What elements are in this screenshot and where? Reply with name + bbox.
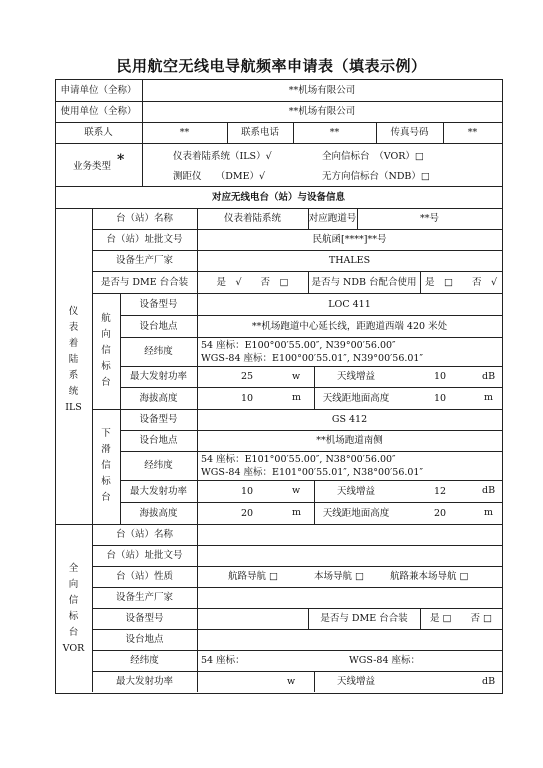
loc-height-label: 天线距地面高度 [322, 392, 390, 404]
vor-station-name-label: 台（站）名称 [115, 529, 173, 540]
vor-nature-label: 台（站）性质 [115, 571, 173, 582]
gs-alt-label: 海拔高度 [139, 507, 178, 519]
loc-alt: 10 [240, 392, 254, 404]
ils-manufacturer: THALES [328, 255, 371, 266]
gs-site: **机场跑道南侧 [316, 435, 383, 446]
vor-gain-label: 天线增益 [336, 676, 375, 687]
ils-dme-colo-label: 是否与 DME 台合装 [100, 276, 189, 288]
vor-power-unit: w [287, 676, 296, 687]
ils-station-name-label: 台（站）名称 [115, 213, 173, 224]
applicant-label: 申请单位（全称） [60, 84, 137, 96]
vor-manufacturer-label: 设备生产厂家 [115, 592, 173, 603]
contact-label: 联系人 [84, 127, 113, 138]
loc-site-label: 设台地点 [139, 320, 178, 332]
ils-dme-colo: 是 √ 否 □ [216, 276, 289, 288]
ils-ndb-colo: 是 □ 否 √ [424, 276, 498, 288]
gs-coord-54: 54 座标：E101°00′55.00″, N38°00′56.00″ [201, 454, 396, 465]
fax-label: 传真号码 [390, 127, 429, 138]
loc-alt-unit: m [292, 392, 302, 403]
user-label: 使用单位（全称） [60, 106, 137, 117]
gs-model: GS 412 [331, 414, 368, 425]
gs-site-label: 设台地点 [139, 435, 178, 446]
loc-power-label: 最大发射功率 [129, 371, 187, 382]
ils-side-label: 仪 表 着 陆 系 统 ILS [65, 306, 82, 413]
service-ils-option: 仪表着陆系统（ILS）√ [173, 151, 272, 162]
gs-gain-label: 天线增益 [336, 485, 375, 497]
vor-model[interactable] [197, 608, 308, 629]
loc-power: 25 [240, 371, 254, 382]
vor-coord-54: 54 座标： [201, 655, 245, 666]
row-divider [55, 143, 502, 144]
gs-power-label: 最大发射功率 [129, 485, 187, 497]
applicant-value: **机场有限公司 [288, 84, 356, 96]
form-title: 民用航空无线电导航频率申请表（填表示例） [116, 57, 427, 75]
vor-nature-terminal[interactable]: 本场导航 □ [314, 571, 364, 582]
phone-label: 联系电话 [240, 127, 279, 138]
gs-height: 20 [433, 507, 447, 519]
vor-nature-both[interactable]: 航路兼本场导航 □ [390, 571, 469, 582]
loc-power-unit: w [292, 371, 301, 382]
loc-height-unit: m [484, 392, 494, 403]
loc-gain-label: 天线增益 [336, 371, 375, 382]
vor-side-label: 全 向 信 标 台 VOR [62, 563, 85, 654]
section-header: 对应无线电台（站）与设备信息 [211, 191, 345, 203]
required-star: * [117, 152, 125, 168]
loc-height: 10 [433, 392, 447, 404]
gs-height-label: 天线距地面高度 [322, 507, 390, 519]
gs-power: 10 [240, 485, 254, 497]
ils-ndb-colo-label: 是否与 NDB 台配合使用 [311, 276, 417, 288]
user-value: **机场有限公司 [288, 106, 356, 117]
vor-nature-enroute[interactable]: 航路导航 □ [228, 571, 278, 582]
loc-gain-unit: dB [482, 371, 496, 382]
contact-value: ** [179, 127, 190, 138]
ils-runway: **号 [419, 213, 439, 224]
loc-coord-84: WGS-84 座标：E100°00′55.01″, N39°00′56.01″ [201, 353, 424, 364]
gs-gain: 12 [433, 485, 447, 497]
vor-site-label: 设台地点 [125, 634, 164, 645]
vor-approval-label: 台（站）址批文号 [106, 550, 183, 561]
gs-coord-label: 经纬度 [144, 460, 173, 471]
vor-manufacturer[interactable] [197, 587, 502, 608]
gs-side-label: 下 滑 信 标 台 [101, 428, 111, 503]
fax-value: ** [467, 127, 478, 138]
vor-approval[interactable] [197, 545, 502, 566]
vor-gain-unit: dB [482, 676, 496, 687]
loc-model-label: 设备型号 [139, 298, 178, 310]
loc-coord-54: 54 座标：E100°00′55.00″, N39°00′56.00″ [201, 340, 396, 351]
vor-dme-colo[interactable]: 是 □ 否 □ [430, 613, 492, 624]
ils-manufacturer-label: 设备生产厂家 [115, 255, 173, 266]
loc-model: LOC 411 [328, 298, 371, 310]
gs-power-unit: w [292, 485, 301, 496]
ils-station-name: 仪表着陆系统 [223, 213, 281, 224]
gs-alt-unit: m [292, 507, 302, 518]
loc-site: **机场跑道中心延长线，距跑道西端 420 米处 [251, 320, 448, 332]
vor-dme-colo-label: 是否与 DME 台合装 [320, 613, 408, 624]
phone-value: ** [329, 127, 340, 138]
gs-alt: 20 [240, 507, 254, 519]
gs-gain-unit: dB [482, 485, 496, 496]
gs-coord-84: WGS-84 座标：E101°00′55.01″, N38°00′56.01″ [201, 467, 424, 478]
gs-height-unit: m [484, 507, 494, 518]
vor-station-name[interactable] [197, 524, 502, 545]
ils-approval-label: 台（站）址批文号 [106, 234, 183, 245]
ils-approval: 民航函[****]**号 [312, 234, 387, 245]
loc-gain: 10 [433, 371, 447, 382]
loc-side-label: 航 向 信 标 台 [101, 313, 111, 388]
loc-coord-label: 经纬度 [144, 346, 173, 357]
service-vor-option: 全向信标台 （VOR）□ [322, 151, 424, 162]
vor-model-label: 设备型号 [125, 613, 164, 624]
vor-site[interactable] [197, 629, 502, 650]
service-dme-option: 测距仪 （DME）√ [173, 171, 266, 182]
service-ndb-option: 无方向信标台（NDB）□ [322, 171, 430, 182]
loc-alt-label: 海拔高度 [139, 392, 178, 404]
vor-power-label: 最大发射功率 [115, 676, 173, 687]
gs-model-label: 设备型号 [139, 414, 178, 425]
ils-runway-label: 对应跑道号 [308, 213, 357, 224]
vor-coord-84: WGS-84 座标： [349, 655, 421, 666]
vor-coord-label: 经纬度 [130, 655, 159, 666]
service-type-label: 业务类型 [73, 161, 112, 172]
